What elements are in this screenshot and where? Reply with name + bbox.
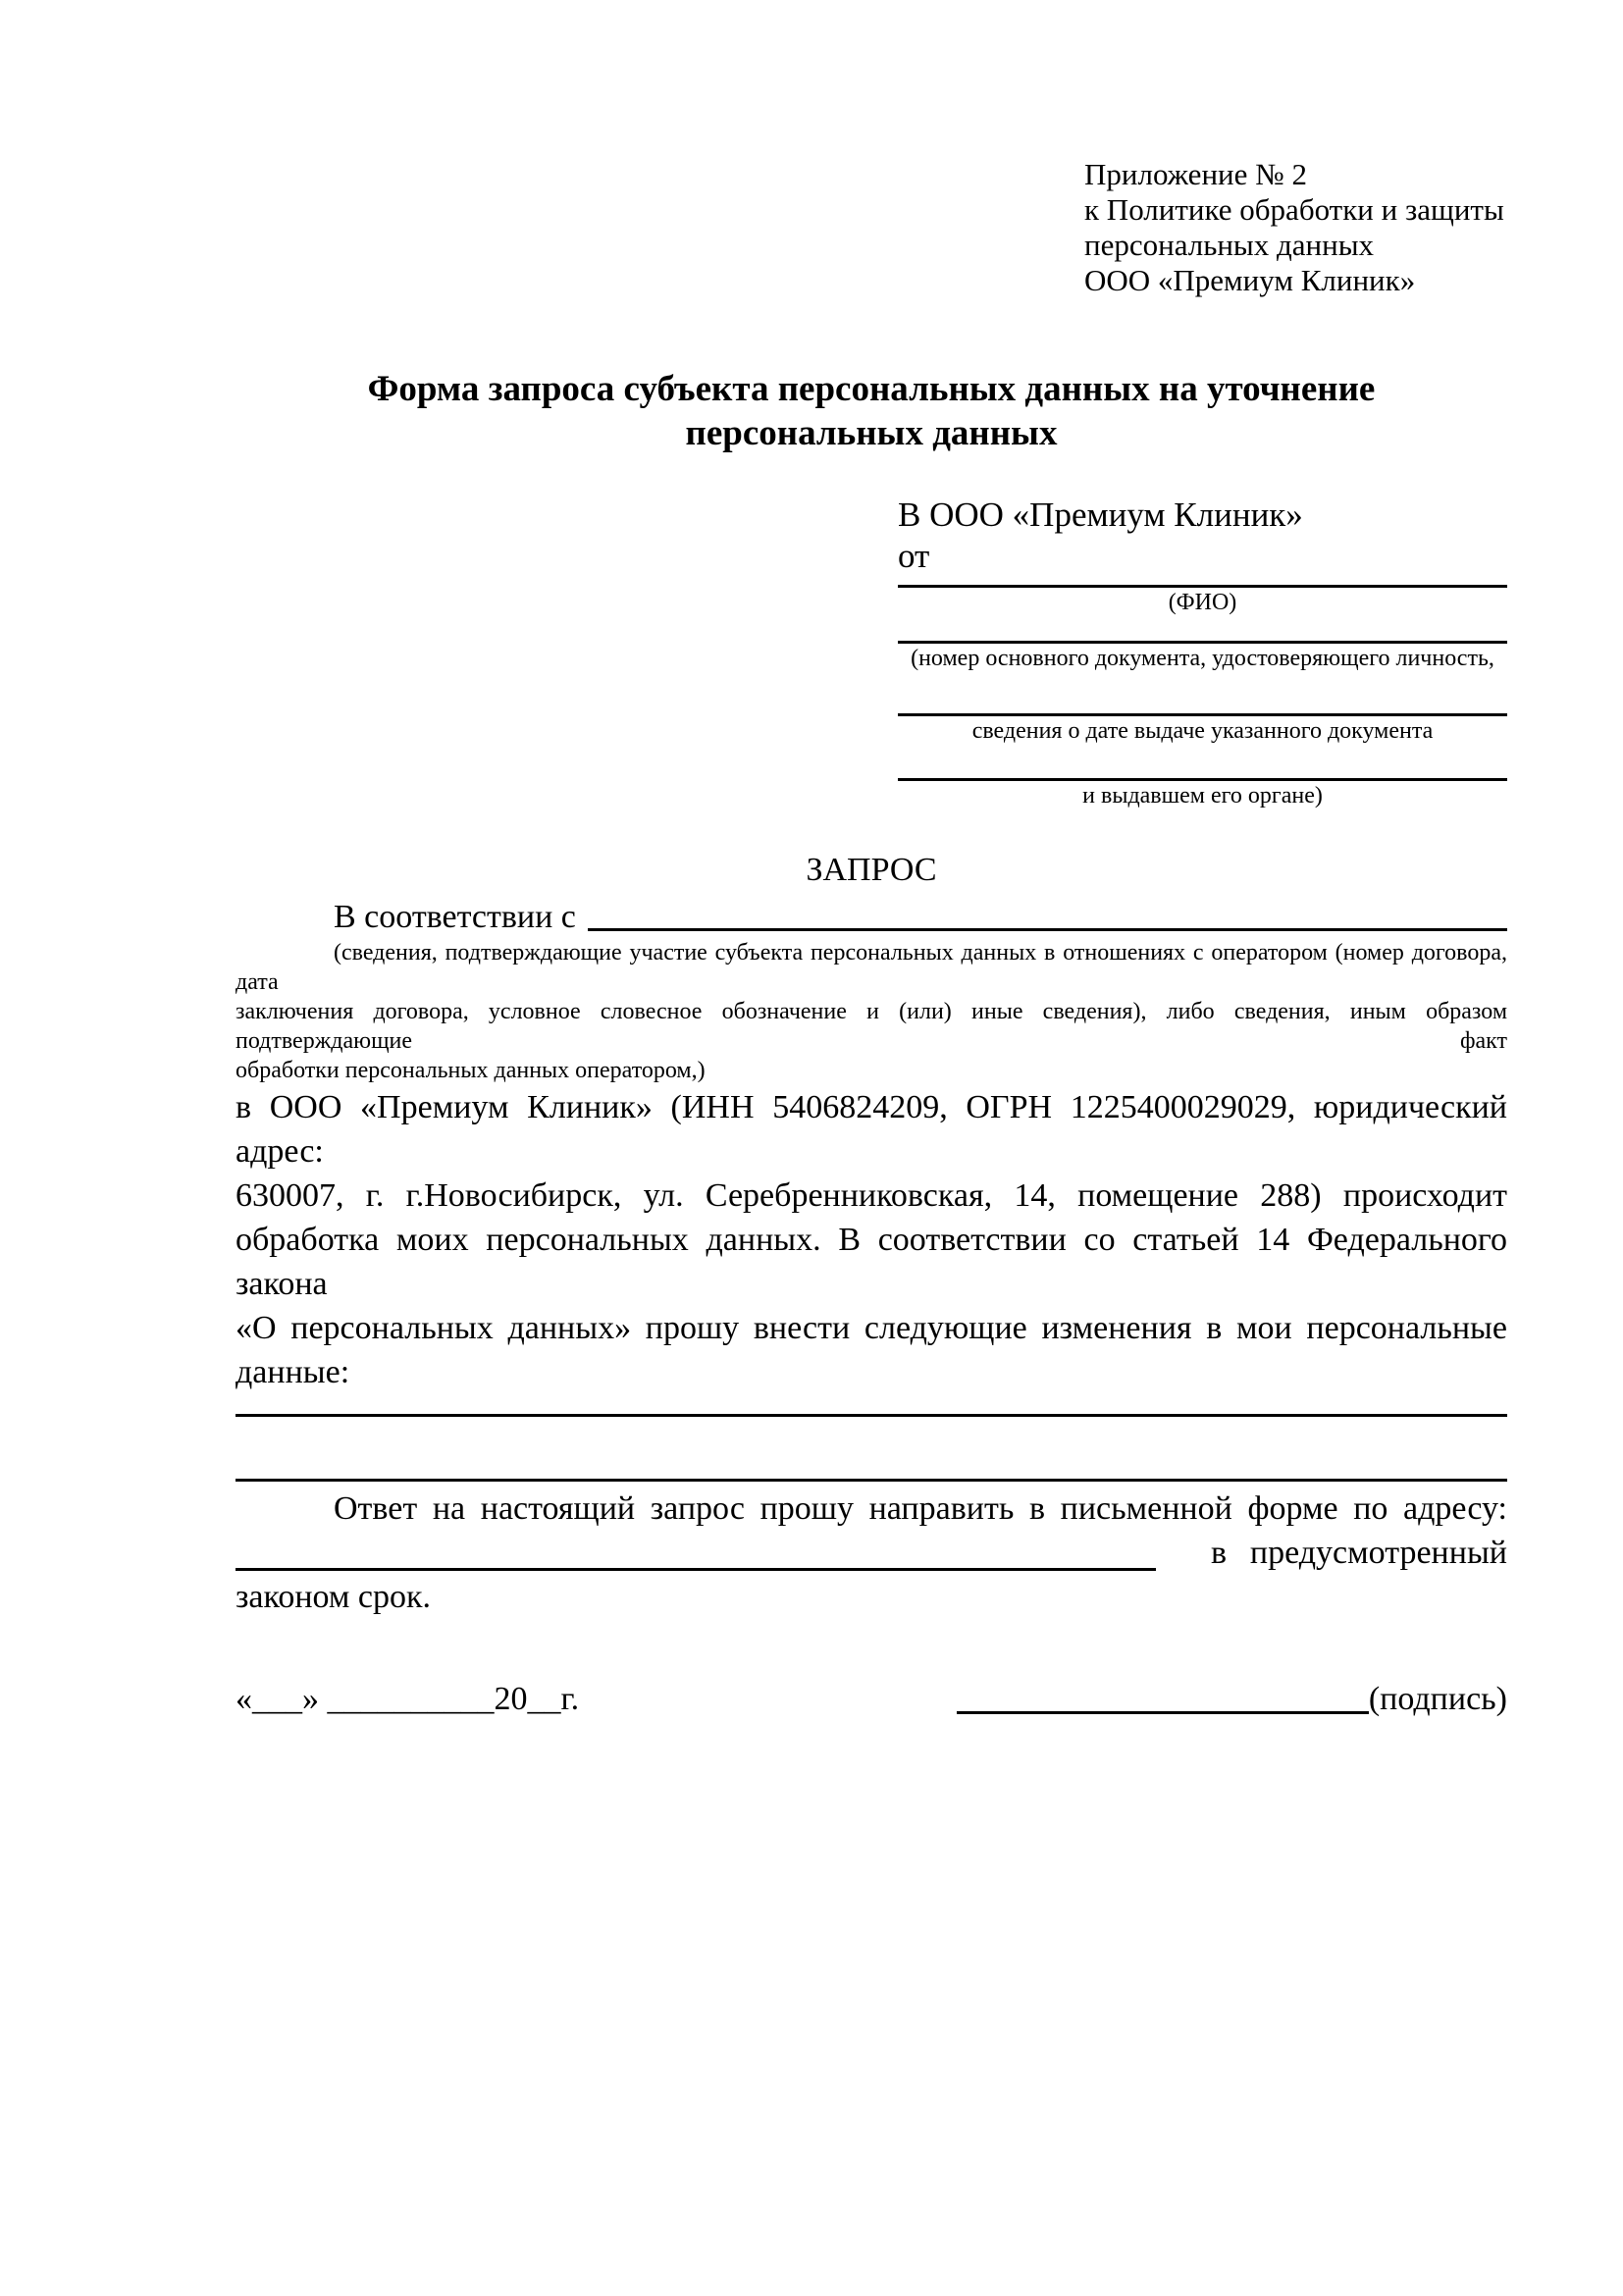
form-title-line: Форма запроса субъекта персональных данных на уточнение xyxy=(367,369,1376,409)
signature-group xyxy=(957,1676,1507,1720)
signature-caption: (подпись) xyxy=(1368,1681,1507,1717)
appendix-line: персональных данных xyxy=(1084,228,1375,262)
reply-continuation: в предусмотренный xyxy=(1211,1535,1507,1571)
appendix-line: к Политике обработки и защиты xyxy=(1084,192,1504,227)
reply-text: Ответ на настоящий запрос прошу направить в письменной форме по адресу: xyxy=(334,1490,1507,1527)
fineprint-line: обработки персональных данных оператором,) xyxy=(236,1058,706,1083)
addressee-org: В ООО «Премиум Клиник» xyxy=(898,496,1303,534)
reply-tail: законом срок. xyxy=(236,1579,431,1615)
changes-blank-line-1[interactable] xyxy=(236,1414,1507,1417)
field-caption-authority: и выдавшем его органе) xyxy=(1082,783,1323,809)
form-title xyxy=(236,367,1507,455)
accordance-blank-line[interactable] xyxy=(588,897,1507,931)
field-caption-fio: (ФИО) xyxy=(1168,590,1237,615)
date-blank[interactable]: «___» __________20__г. xyxy=(236,1681,580,1717)
field-caption-issue-date: сведения о дате выдаче указанного документа xyxy=(971,718,1434,744)
fineprint-line: заключения договора, условное словесное обозначение и (или) иные сведения), либо сведения, иным образом подтверждающие факт xyxy=(236,999,1507,1054)
request-heading: ЗАПРОС xyxy=(806,852,937,888)
accordance-note xyxy=(236,938,1507,1085)
body-line: 630007, г. г.Новосибирск, ул. Серебренниковская, 14, помещение 288) происходит xyxy=(236,1177,1507,1214)
appendix-line: ООО «Премиум Клиник» xyxy=(1084,263,1416,297)
body-line: «О персональных данных» прошу внести следующие изменения в мои персональные xyxy=(236,1310,1507,1346)
fio-blank-line[interactable] xyxy=(898,577,1507,588)
from-label: от xyxy=(898,537,930,575)
signature-row xyxy=(236,1676,1507,1720)
addressee-block xyxy=(898,495,1507,810)
changes-blank-line-2[interactable] xyxy=(236,1479,1507,1482)
accordance-text: В соответствии с xyxy=(334,899,576,935)
form-title-line: персональных данных xyxy=(685,413,1058,453)
document-content xyxy=(236,0,1507,1720)
accordance-row xyxy=(236,897,1507,938)
body-line: данные: xyxy=(236,1354,350,1390)
appendix-line: Приложение № 2 xyxy=(1084,157,1307,191)
body-line: обработка моих персональных данных. В соответствии со статьей 14 Федерального закона xyxy=(236,1222,1507,1302)
signature-line[interactable] xyxy=(957,1676,1369,1714)
field-caption-document: (номер основного документа, удостоверяющего личность, xyxy=(911,646,1494,671)
appendix-block xyxy=(1084,0,1507,298)
fineprint-line: (сведения, подтверждающие участие субъекта персональных данных в отношениях с оператором (номер договора, дата xyxy=(236,940,1507,995)
address-blank-line[interactable] xyxy=(236,1531,1156,1571)
reply-address-row xyxy=(236,1531,1507,1575)
body-line: в ООО «Премиум Клиник» (ИНН 5406824209, ОГРН 1225400029029, юридический адрес: xyxy=(236,1089,1507,1170)
body-paragraph xyxy=(236,1085,1507,1394)
